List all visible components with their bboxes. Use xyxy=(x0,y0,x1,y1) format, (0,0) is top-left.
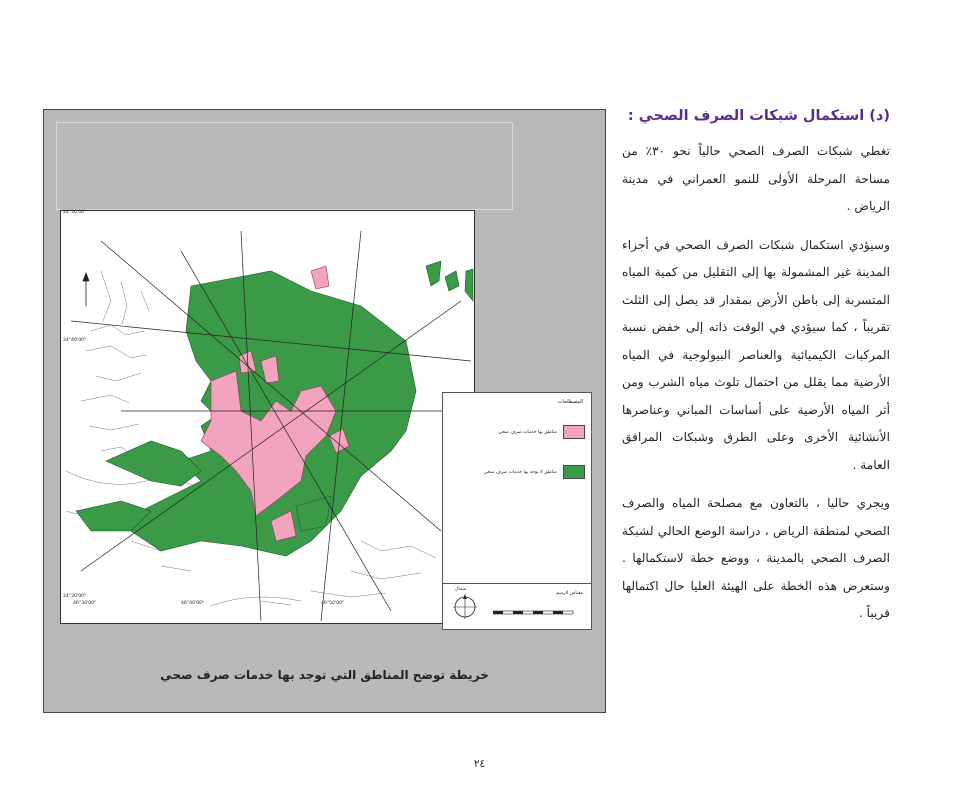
map-frame xyxy=(60,210,475,624)
north-arrow-icon xyxy=(83,273,89,306)
compass-icon xyxy=(451,593,479,621)
scale-title: مقياس الرسم xyxy=(556,591,583,596)
figure-caption: خريطة توضح المناطق التي توجد بها خدمات صرف صحي xyxy=(160,668,489,682)
text-column xyxy=(622,108,890,639)
map-figure xyxy=(43,109,606,713)
map-legend xyxy=(442,392,592,630)
legend-item-unserved xyxy=(484,465,585,479)
page-number: ٢٤ xyxy=(473,758,486,770)
coord-lat-top: 24°50'00" xyxy=(63,210,87,215)
paragraph-1: تغطي شبكات الصرف الصحي حالياً نحو ٣٠٪ من مساحة المرحلة الأولى للنمو العمراني في مدينة الرياض . xyxy=(622,144,890,213)
section-heading: (د) استكمال شبكات الصرف الصحي : xyxy=(627,108,890,124)
paragraph-3: ويجري حاليا ، بالتعاون مع مصلحة المياه والصرف الصحي لمنطقة الرياض ، دراسة الوضع الحالي لشبكة الصرف الصحي بالمدينة ، ووضع خطة لاستكمالها . وستعرض هذه الخطة على الهيئة العليا حال اكتمالها قريباً . xyxy=(622,496,890,620)
legend-swatch-served xyxy=(563,425,585,439)
legend-label-unserved: مناطق لا يوجد بها خدمات صرف صحي xyxy=(483,469,557,475)
legend-item-served xyxy=(498,425,585,439)
figure-inner-frame xyxy=(56,122,513,210)
coord-lon-1: 46°30'00" xyxy=(73,601,97,606)
legend-swatch-unserved xyxy=(563,465,585,479)
legend-divider xyxy=(443,583,591,584)
coord-lon-2: 46°40'00" xyxy=(181,601,205,606)
coord-lat-mid: 24°40'00" xyxy=(63,338,87,343)
coord-lon-3: 46°50'00" xyxy=(321,601,345,606)
paragraph-2: وسيؤدي استكمال شبكات الصرف الصحي في أجزاء المدينة غير المشمولة بها إلى التقليل من كمية المياه المتسربة إلى باطن الأرض بمقدار قد يصل إلى الثلث تقريباً ، كما سيؤدي في الوقت ذاته إلى خفض نسبة المركبات الكيميائية والعناصر البيولوجية في المياه الأرضية مما يقلل من احتمال تلوث مياه الشرب ومن أثر المياه الأرضية على أساسات المباني وعناصرها الأنشائية الأخرى وعلى الطرق وشبكات المرافق العامة . xyxy=(622,237,890,472)
north-label: شمال xyxy=(455,587,467,592)
scale-bar xyxy=(493,607,583,619)
coord-lat-bottom: 24°30'00" xyxy=(63,594,87,599)
legend-title: المصطلحات xyxy=(557,399,583,405)
legend-label-served: مناطق بها خدمات صرف صحي xyxy=(498,429,557,435)
sewer-map xyxy=(61,211,474,623)
